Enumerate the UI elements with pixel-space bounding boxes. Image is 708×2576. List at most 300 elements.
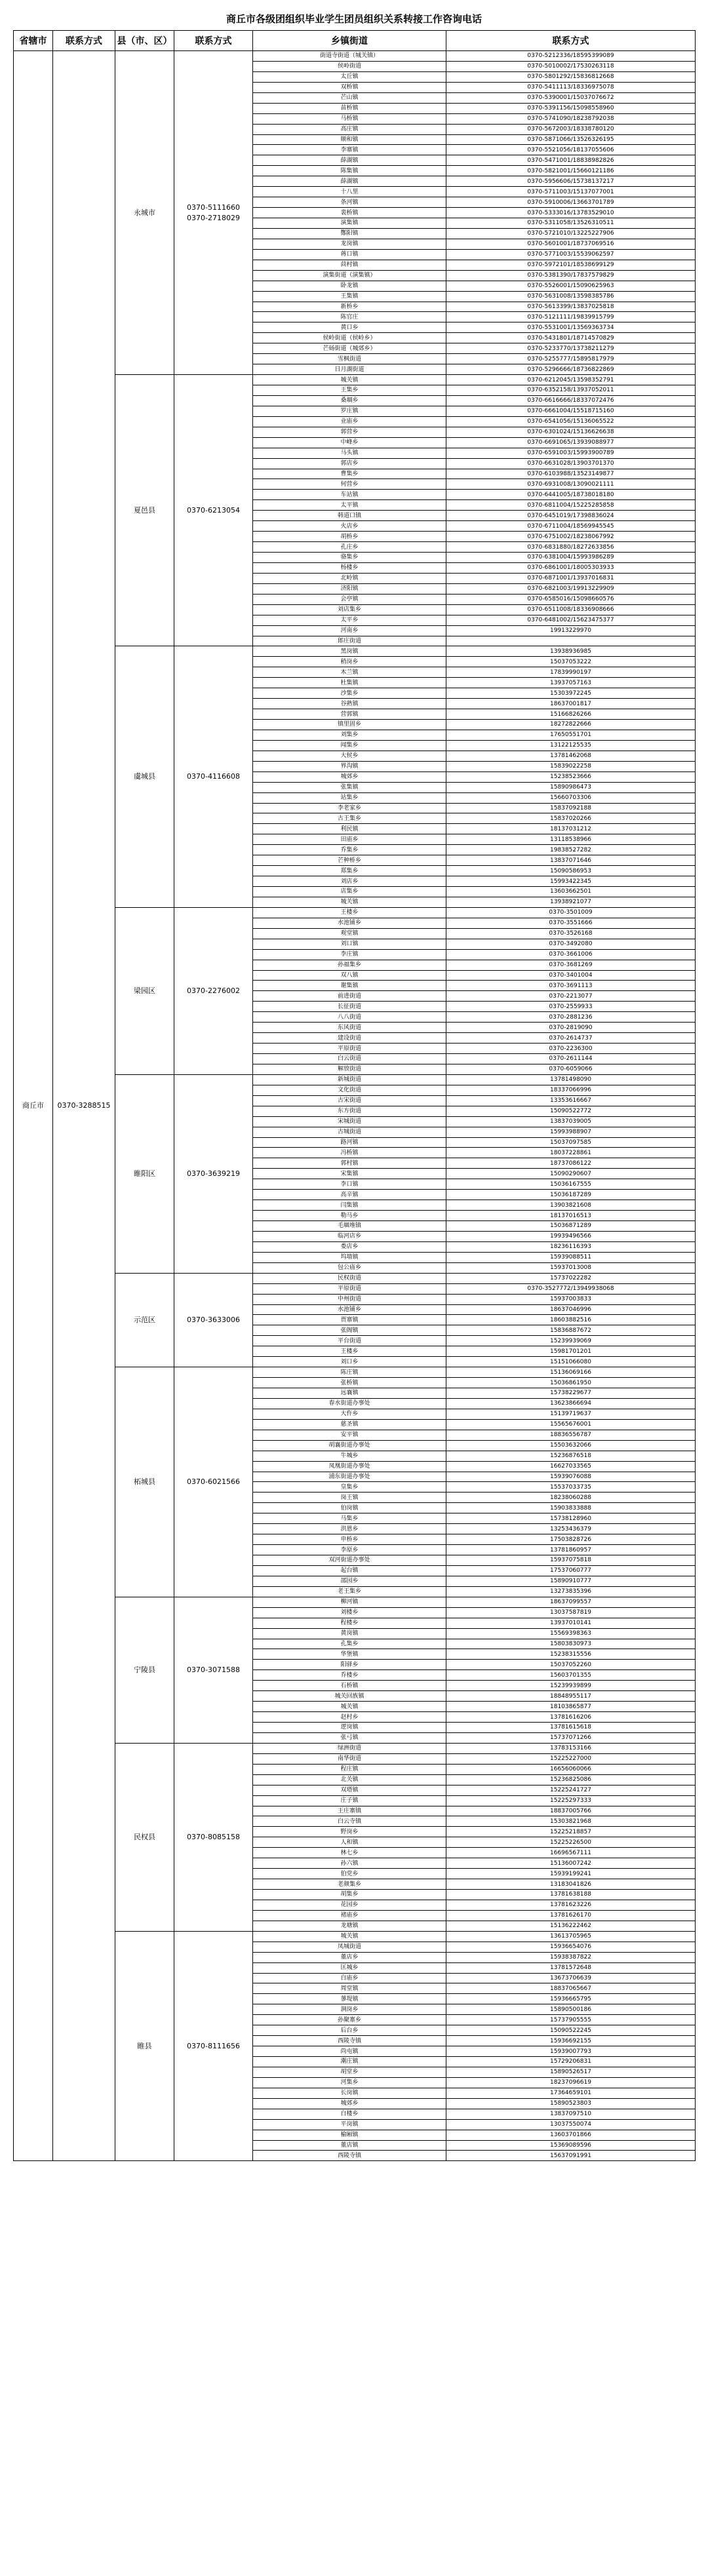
town-phone: 15151066080 (446, 1357, 696, 1367)
town-name: 孙聚寨乡 (253, 2015, 446, 2025)
town-phone: 16627033565 (446, 1461, 696, 1472)
town-name: 陈集镇 (253, 166, 446, 176)
town-name: 长岗镇 (253, 2088, 446, 2098)
town-phone: 15136222462 (446, 1921, 696, 1931)
town-phone: 15225227000 (446, 1753, 696, 1764)
town-phone: 18272822666 (446, 720, 696, 730)
town-name: 新桥乡 (253, 302, 446, 312)
town-phone: 0370-2881236 (446, 1012, 696, 1023)
town-phone: 19838527282 (446, 845, 696, 855)
town-phone: 0370-5212336/18595399089 (446, 51, 696, 62)
town-phone: 15225297333 (446, 1795, 696, 1806)
town-name: 老王集乡 (253, 1586, 446, 1597)
town-phone: 18837065667 (446, 1983, 696, 1994)
town-name: 十八里 (253, 187, 446, 197)
town-name: 城郊乡 (253, 2098, 446, 2109)
county-phone: 0370-8085158 (174, 1743, 253, 1931)
town-phone: 0370-5910006/13663701789 (446, 197, 696, 208)
town-phone: 0370-6059066 (446, 1064, 696, 1074)
town-name: 刘店乡 (253, 876, 446, 887)
town-name: 双塔镇 (253, 1785, 446, 1795)
town-phone: 15939088511 (446, 1252, 696, 1262)
town-phone: 15660703306 (446, 792, 696, 803)
town-name: 胡集乡 (253, 1890, 446, 1900)
town-name: 北岭镇 (253, 573, 446, 583)
county-phone: 0370-2276002 (174, 907, 253, 1074)
town-name: 起台镇 (253, 1565, 446, 1576)
town-phone: 0370-5631008/13598385786 (446, 291, 696, 302)
town-phone: 17503828726 (446, 1534, 696, 1545)
town-phone: 15937003833 (446, 1294, 696, 1304)
town-name: 陈庄镇 (253, 1367, 446, 1378)
table-row (14, 1367, 696, 1378)
town-name: 城关镇 (253, 1702, 446, 1712)
town-name: 田庙乡 (253, 834, 446, 845)
town-name: 城关镇 (253, 375, 446, 385)
town-phone: 0370-5296666/18736822869 (446, 364, 696, 375)
town-name: 西陵寺镇 (253, 2151, 446, 2161)
table-body (14, 51, 696, 2161)
town-name: 坞墙镇 (253, 1252, 446, 1262)
town-phone: 15993422345 (446, 876, 696, 887)
town-name: 南华街道 (253, 1753, 446, 1764)
town-name: 文化街道 (253, 1085, 446, 1095)
town-phone: 0370-6931008/13090021111 (446, 479, 696, 490)
town-name: 龙岗镇 (253, 239, 446, 249)
town-phone: 15839022258 (446, 761, 696, 771)
town-name: 站集乡 (253, 792, 446, 803)
town-name: 老颜集乡 (253, 1879, 446, 1890)
town-phone: 15090522772 (446, 1106, 696, 1116)
town-name: 安平镇 (253, 1430, 446, 1440)
town-phone: 0370-2614737 (446, 1033, 696, 1044)
town-name: 石桥镇 (253, 1681, 446, 1691)
town-name: 侯岭街道（侯岭乡） (253, 333, 446, 343)
town-phone: 13603701866 (446, 2130, 696, 2140)
town-name: 古王集乡 (253, 813, 446, 824)
town-phone: 0370-6821003/19913229909 (446, 583, 696, 594)
header-city-contact: 联系方式 (53, 31, 115, 51)
town-phone: 17537060777 (446, 1565, 696, 1576)
town-name: 申桥乡 (253, 1534, 446, 1545)
town-name: 包公庙乡 (253, 1262, 446, 1273)
town-name: 酂阳镇 (253, 228, 446, 239)
town-name: 双河街道办事处 (253, 1555, 446, 1566)
town-phone: 15836887672 (446, 1325, 696, 1336)
town-phone: 15939076088 (446, 1472, 696, 1482)
town-phone: 15890523803 (446, 2098, 696, 2109)
town-phone: 15937075818 (446, 1555, 696, 1566)
town-phone: 18137031212 (446, 824, 696, 834)
town-phone: 15939007793 (446, 2046, 696, 2057)
town-phone: 15637091991 (446, 2151, 696, 2161)
town-phone: 13183041826 (446, 1879, 696, 1890)
town-name: 孙福集乡 (253, 960, 446, 970)
town-phone: 15090586953 (446, 866, 696, 876)
town-name: 东方街道 (253, 1106, 446, 1116)
town-name: 平岗镇 (253, 2119, 446, 2130)
town-name: 水池铺乡 (253, 1304, 446, 1315)
city-name: 商丘市 (14, 51, 53, 2161)
town-phone: 0370-5121111/19839915799 (446, 312, 696, 322)
county-name: 民权县 (115, 1743, 174, 1931)
town-name: 李寨镇 (253, 145, 446, 155)
town-name: 龙塘镇 (253, 1921, 446, 1931)
town-name: 闫集镇 (253, 1200, 446, 1211)
town-phone: 15303972245 (446, 688, 696, 699)
town-phone: 15939199241 (446, 1869, 696, 1879)
town-name: 水池铺乡 (253, 918, 446, 928)
town-name: 贾寨镇 (253, 1315, 446, 1325)
header-town: 乡镇街道 (253, 31, 446, 51)
town-phone: 15936665795 (446, 1994, 696, 2004)
town-phone: 15729206831 (446, 2057, 696, 2067)
town-name: 张弓镇 (253, 1732, 446, 1743)
town-phone: 17364659101 (446, 2088, 696, 2098)
town-phone: 18637046996 (446, 1304, 696, 1315)
town-phone: 15166826266 (446, 709, 696, 720)
town-name: 双八镇 (253, 970, 446, 981)
town-name: 周堂镇 (253, 1983, 446, 1994)
town-name: 刘店集乡 (253, 604, 446, 615)
town-phone (446, 636, 696, 646)
town-name: 高辛镇 (253, 1190, 446, 1200)
town-phone: 0370-2819090 (446, 1023, 696, 1033)
town-phone: 13837097510 (446, 2109, 696, 2119)
town-phone: 18848955117 (446, 1691, 696, 1702)
contact-table (13, 30, 696, 2161)
town-name: 郭营乡 (253, 427, 446, 437)
town-name: 日月湖街道 (253, 364, 446, 375)
town-phone: 13613705965 (446, 1931, 696, 1942)
town-phone: 0370-2559933 (446, 1002, 696, 1012)
table-row (14, 1074, 696, 1085)
town-phone: 13273835396 (446, 1586, 696, 1597)
town-phone: 0370-6481002/15623475377 (446, 615, 696, 625)
town-name: 逻岗镇 (253, 1723, 446, 1733)
town-phone: 15738128960 (446, 1513, 696, 1524)
town-name: 乔集乡 (253, 845, 446, 855)
town-phone: 0370-6511008/18336908666 (446, 604, 696, 615)
town-name: 薛湖镇 (253, 155, 446, 166)
town-name: 浦东街道办事处 (253, 1472, 446, 1482)
town-phone: 13603662501 (446, 887, 696, 897)
town-name: 白云寺镇 (253, 1816, 446, 1827)
town-name: 双桥镇 (253, 82, 446, 92)
town-phone: 0370-6381004/15993986289 (446, 553, 696, 563)
town-phone: 18637099557 (446, 1597, 696, 1607)
town-phone: 13037550074 (446, 2119, 696, 2130)
town-name: 古城街道 (253, 1127, 446, 1137)
town-phone: 15239939069 (446, 1336, 696, 1346)
town-phone: 0370-6831880/18272633856 (446, 542, 696, 553)
town-name: 新城街道 (253, 1074, 446, 1085)
county-name: 梁园区 (115, 907, 174, 1074)
town-phone: 13781615618 (446, 1723, 696, 1733)
town-name: 孙六镇 (253, 1858, 446, 1869)
county-name: 睢县 (115, 1931, 174, 2161)
town-phone: 0370-5956606/15738137217 (446, 176, 696, 187)
county-name: 示范区 (115, 1273, 174, 1367)
county-phone: 0370-8111656 (174, 1931, 253, 2161)
town-phone: 15037052260 (446, 1660, 696, 1670)
town-phone: 0370-3661006 (446, 949, 696, 960)
town-name: 春水街道办事处 (253, 1398, 446, 1409)
town-name: 陈官庄 (253, 312, 446, 322)
town-name: 平原街道 (253, 1283, 446, 1294)
county-phone: 0370-3639219 (174, 1074, 253, 1273)
town-phone: 18103865877 (446, 1702, 696, 1712)
town-name: 宋城街道 (253, 1116, 446, 1127)
town-name: 花园乡 (253, 1900, 446, 1910)
town-phone: 13122125535 (446, 740, 696, 751)
header-county-contact: 联系方式 (174, 31, 253, 51)
town-name: 演集镇 (253, 218, 446, 229)
town-name: 芒山镇 (253, 92, 446, 103)
town-name: 杜集镇 (253, 678, 446, 688)
town-phone: 0370-3492080 (446, 939, 696, 949)
town-phone: 13781626170 (446, 1910, 696, 1921)
town-name: 人和镇 (253, 1837, 446, 1848)
town-phone: 0370-6352158/13937052011 (446, 385, 696, 396)
town-phone: 15993988907 (446, 1127, 696, 1137)
town-name: 八八街道 (253, 1012, 446, 1023)
town-name: 业庙乡 (253, 416, 446, 427)
town-name: 芒砀街道（城郊乡） (253, 343, 446, 354)
town-name: 程楼乡 (253, 1618, 446, 1628)
town-name: 芒种桥乡 (253, 855, 446, 866)
town-phone: 15936654076 (446, 1942, 696, 1952)
town-name: 大仵乡 (253, 1409, 446, 1419)
town-phone: 15136069166 (446, 1367, 696, 1378)
town-phone: 15903833888 (446, 1503, 696, 1513)
town-name: 桑堌乡 (253, 395, 446, 406)
town-name: 王庄寨镇 (253, 1806, 446, 1816)
town-phone: 15239939899 (446, 1681, 696, 1691)
town-name: 茴村镇 (253, 260, 446, 270)
town-phone: 0370-5255777/15895817979 (446, 354, 696, 364)
table-row (14, 1597, 696, 1607)
town-name: 韩道口镇 (253, 511, 446, 521)
town-name: 利民镇 (253, 824, 446, 834)
town-phone: 15890526517 (446, 2067, 696, 2077)
town-phone: 13938936985 (446, 646, 696, 657)
town-name: 牛城乡 (253, 1451, 446, 1461)
town-name: 张集镇 (253, 782, 446, 792)
town-name: 苗桥镇 (253, 103, 446, 113)
town-name: 王集镇 (253, 291, 446, 302)
town-phone: 17650551701 (446, 730, 696, 740)
town-phone: 13781616206 (446, 1712, 696, 1723)
town-name: 张桥镇 (253, 1378, 446, 1388)
town-name: 白楼乡 (253, 2109, 446, 2119)
town-phone: 15238315556 (446, 1649, 696, 1660)
town-phone: 15090522245 (446, 2025, 696, 2036)
town-phone: 13781572648 (446, 1962, 696, 1973)
town-name: 董店镇 (253, 2140, 446, 2151)
town-phone: 15369089596 (446, 2140, 696, 2151)
town-name: 营郭镇 (253, 709, 446, 720)
town-name: 曹集乡 (253, 469, 446, 479)
town-phone: 0370-6301024/15136626638 (446, 427, 696, 437)
county-phone: 0370-6213054 (174, 375, 253, 646)
town-name: 刘集乡 (253, 730, 446, 740)
town-phone: 18337066996 (446, 1085, 696, 1095)
town-phone: 13623866694 (446, 1398, 696, 1409)
town-phone: 15090290607 (446, 1169, 696, 1179)
town-phone: 18737086122 (446, 1158, 696, 1169)
town-phone: 15238523666 (446, 771, 696, 782)
city-phone: 0370-3288515 (53, 51, 115, 2161)
town-name: 解放街道 (253, 1064, 446, 1074)
town-name: 王楼乡 (253, 907, 446, 918)
table-row (14, 646, 696, 657)
town-name: 远襄镇 (253, 1388, 446, 1399)
town-name: 王楼乡 (253, 1346, 446, 1357)
town-phone: 18837005766 (446, 1806, 696, 1816)
town-phone: 15037053222 (446, 657, 696, 667)
town-phone: 0370-5821001/15660121186 (446, 166, 696, 176)
county-phone: 0370-5111660 0370-2718029 (174, 51, 253, 375)
town-name: 娄店乡 (253, 1241, 446, 1252)
county-name: 柘城县 (115, 1367, 174, 1597)
town-name: 白庙乡 (253, 1973, 446, 1983)
town-name: 张阁镇 (253, 1325, 446, 1336)
town-phone: 0370-6861001/18005303933 (446, 562, 696, 573)
town-phone: 13118538966 (446, 834, 696, 845)
town-name: 孔庄乡 (253, 542, 446, 553)
town-phone: 13937057163 (446, 678, 696, 688)
town-name: 郭店乡 (253, 458, 446, 469)
town-phone: 0370-6751002/18238067992 (446, 532, 696, 542)
town-phone: 13673706639 (446, 1973, 696, 1983)
table-row (14, 1743, 696, 1753)
town-phone: 13781498090 (446, 1074, 696, 1085)
town-phone: 15225241727 (446, 1785, 696, 1795)
town-name: 涧岗乡 (253, 2004, 446, 2015)
town-phone: 0370-6811004/15225285858 (446, 500, 696, 511)
town-name: 蒋口镇 (253, 249, 446, 260)
town-name: 高庄镇 (253, 124, 446, 134)
town-phone: 0370-5471001/18838982826 (446, 155, 696, 166)
town-phone: 0370-5431801/18714570829 (446, 333, 696, 343)
town-name: 城关镇 (253, 1931, 446, 1942)
town-phone: 15036861950 (446, 1378, 696, 1388)
town-name: 民权街道 (253, 1273, 446, 1283)
town-phone: 0370-3691113 (446, 981, 696, 991)
town-name: 褚庙乡 (253, 1910, 446, 1921)
table-row (14, 375, 696, 385)
town-name: 乔楼乡 (253, 1670, 446, 1681)
town-phone: 0370-6691065/13939088977 (446, 437, 696, 448)
town-name: 伯党乡 (253, 1869, 446, 1879)
town-name: 胡堂乡 (253, 2067, 446, 2077)
town-name: 李口镇 (253, 1179, 446, 1190)
town-name: 前进街道 (253, 991, 446, 1002)
town-name: 中峰乡 (253, 437, 446, 448)
town-phone: 18637001817 (446, 699, 696, 709)
town-phone: 13781860957 (446, 1545, 696, 1555)
county-phone: 0370-6021566 (174, 1367, 253, 1597)
town-phone: 15603701355 (446, 1670, 696, 1681)
town-name: 骆集乡 (253, 553, 446, 563)
town-name: 裴桥镇 (253, 208, 446, 218)
town-name: 马桥镇 (253, 113, 446, 124)
town-phone: 18836556787 (446, 1430, 696, 1440)
county-name: 夏邑县 (115, 375, 174, 646)
town-name: 柳河镇 (253, 1597, 446, 1607)
town-name: 凤凰街道办事处 (253, 1461, 446, 1472)
table-row (14, 1931, 696, 1942)
town-phone: 13037587819 (446, 1607, 696, 1618)
town-phone: 0370-5972101/18538699129 (446, 260, 696, 270)
town-name: 谷熟镇 (253, 699, 446, 709)
town-name: 侯岭街道 (253, 61, 446, 71)
town-name: 西陵寺镇 (253, 2036, 446, 2046)
town-name: 太平乡 (253, 615, 446, 625)
town-name: 薛湖镇 (253, 176, 446, 187)
town-phone: 16696567111 (446, 1848, 696, 1858)
town-phone: 0370-6103988/13523149877 (446, 469, 696, 479)
town-name: 镇里固乡 (253, 720, 446, 730)
town-name: 黄口乡 (253, 322, 446, 333)
town-name: 郎庄街道 (253, 636, 446, 646)
town-phone: 0370-5233770/13738211279 (446, 343, 696, 354)
town-name: 野岗乡 (253, 1827, 446, 1837)
town-phone: 0370-5390001/15037076672 (446, 92, 696, 103)
town-name: 邵园乡 (253, 1576, 446, 1586)
town-name: 河集乡 (253, 2077, 446, 2088)
town-phone: 0370-5526001/15090625963 (446, 281, 696, 291)
town-phone: 13353616667 (446, 1095, 696, 1106)
town-name: 界沟镇 (253, 761, 446, 771)
town-name: 孔集乡 (253, 1639, 446, 1649)
town-phone: 0370-5721010/13225227906 (446, 228, 696, 239)
town-phone: 15236876518 (446, 1451, 696, 1461)
town-phone: 13837039005 (446, 1116, 696, 1127)
town-phone: 18603882516 (446, 1315, 696, 1325)
town-phone: 15981701201 (446, 1346, 696, 1357)
town-name: 太平镇 (253, 500, 446, 511)
town-name: 凤城街道 (253, 1942, 446, 1952)
town-phone: 15937013008 (446, 1262, 696, 1273)
town-name: 后台乡 (253, 2025, 446, 2036)
town-name: 李原乡 (253, 1545, 446, 1555)
town-name: 刘楼乡 (253, 1607, 446, 1618)
table-row (14, 1273, 696, 1283)
town-phone: 13937010141 (446, 1618, 696, 1628)
town-name: 济阳镇 (253, 583, 446, 594)
town-phone: 15036187289 (446, 1190, 696, 1200)
town-phone: 19913229970 (446, 625, 696, 636)
town-name: 潮庄镇 (253, 2057, 446, 2067)
town-phone: 13781623226 (446, 1900, 696, 1910)
town-name: 观堂镇 (253, 928, 446, 939)
table-row (14, 51, 696, 62)
town-phone: 0370-6616666/18337072476 (446, 395, 696, 406)
town-name: 蓼堤镇 (253, 1994, 446, 2004)
town-name: 林七乡 (253, 1848, 446, 1858)
header-town-contact: 联系方式 (446, 31, 696, 51)
header-row (14, 31, 696, 51)
table-row (14, 907, 696, 918)
town-phone: 0370-5613399/13837025818 (446, 302, 696, 312)
town-name: 车站镇 (253, 490, 446, 500)
town-phone: 15236825086 (446, 1774, 696, 1785)
town-phone: 13903821608 (446, 1200, 696, 1211)
town-phone: 0370-3501009 (446, 907, 696, 918)
document-title: 商丘市各级团组织毕业学生团员组织关系转接工作咨询电话 (226, 13, 482, 25)
